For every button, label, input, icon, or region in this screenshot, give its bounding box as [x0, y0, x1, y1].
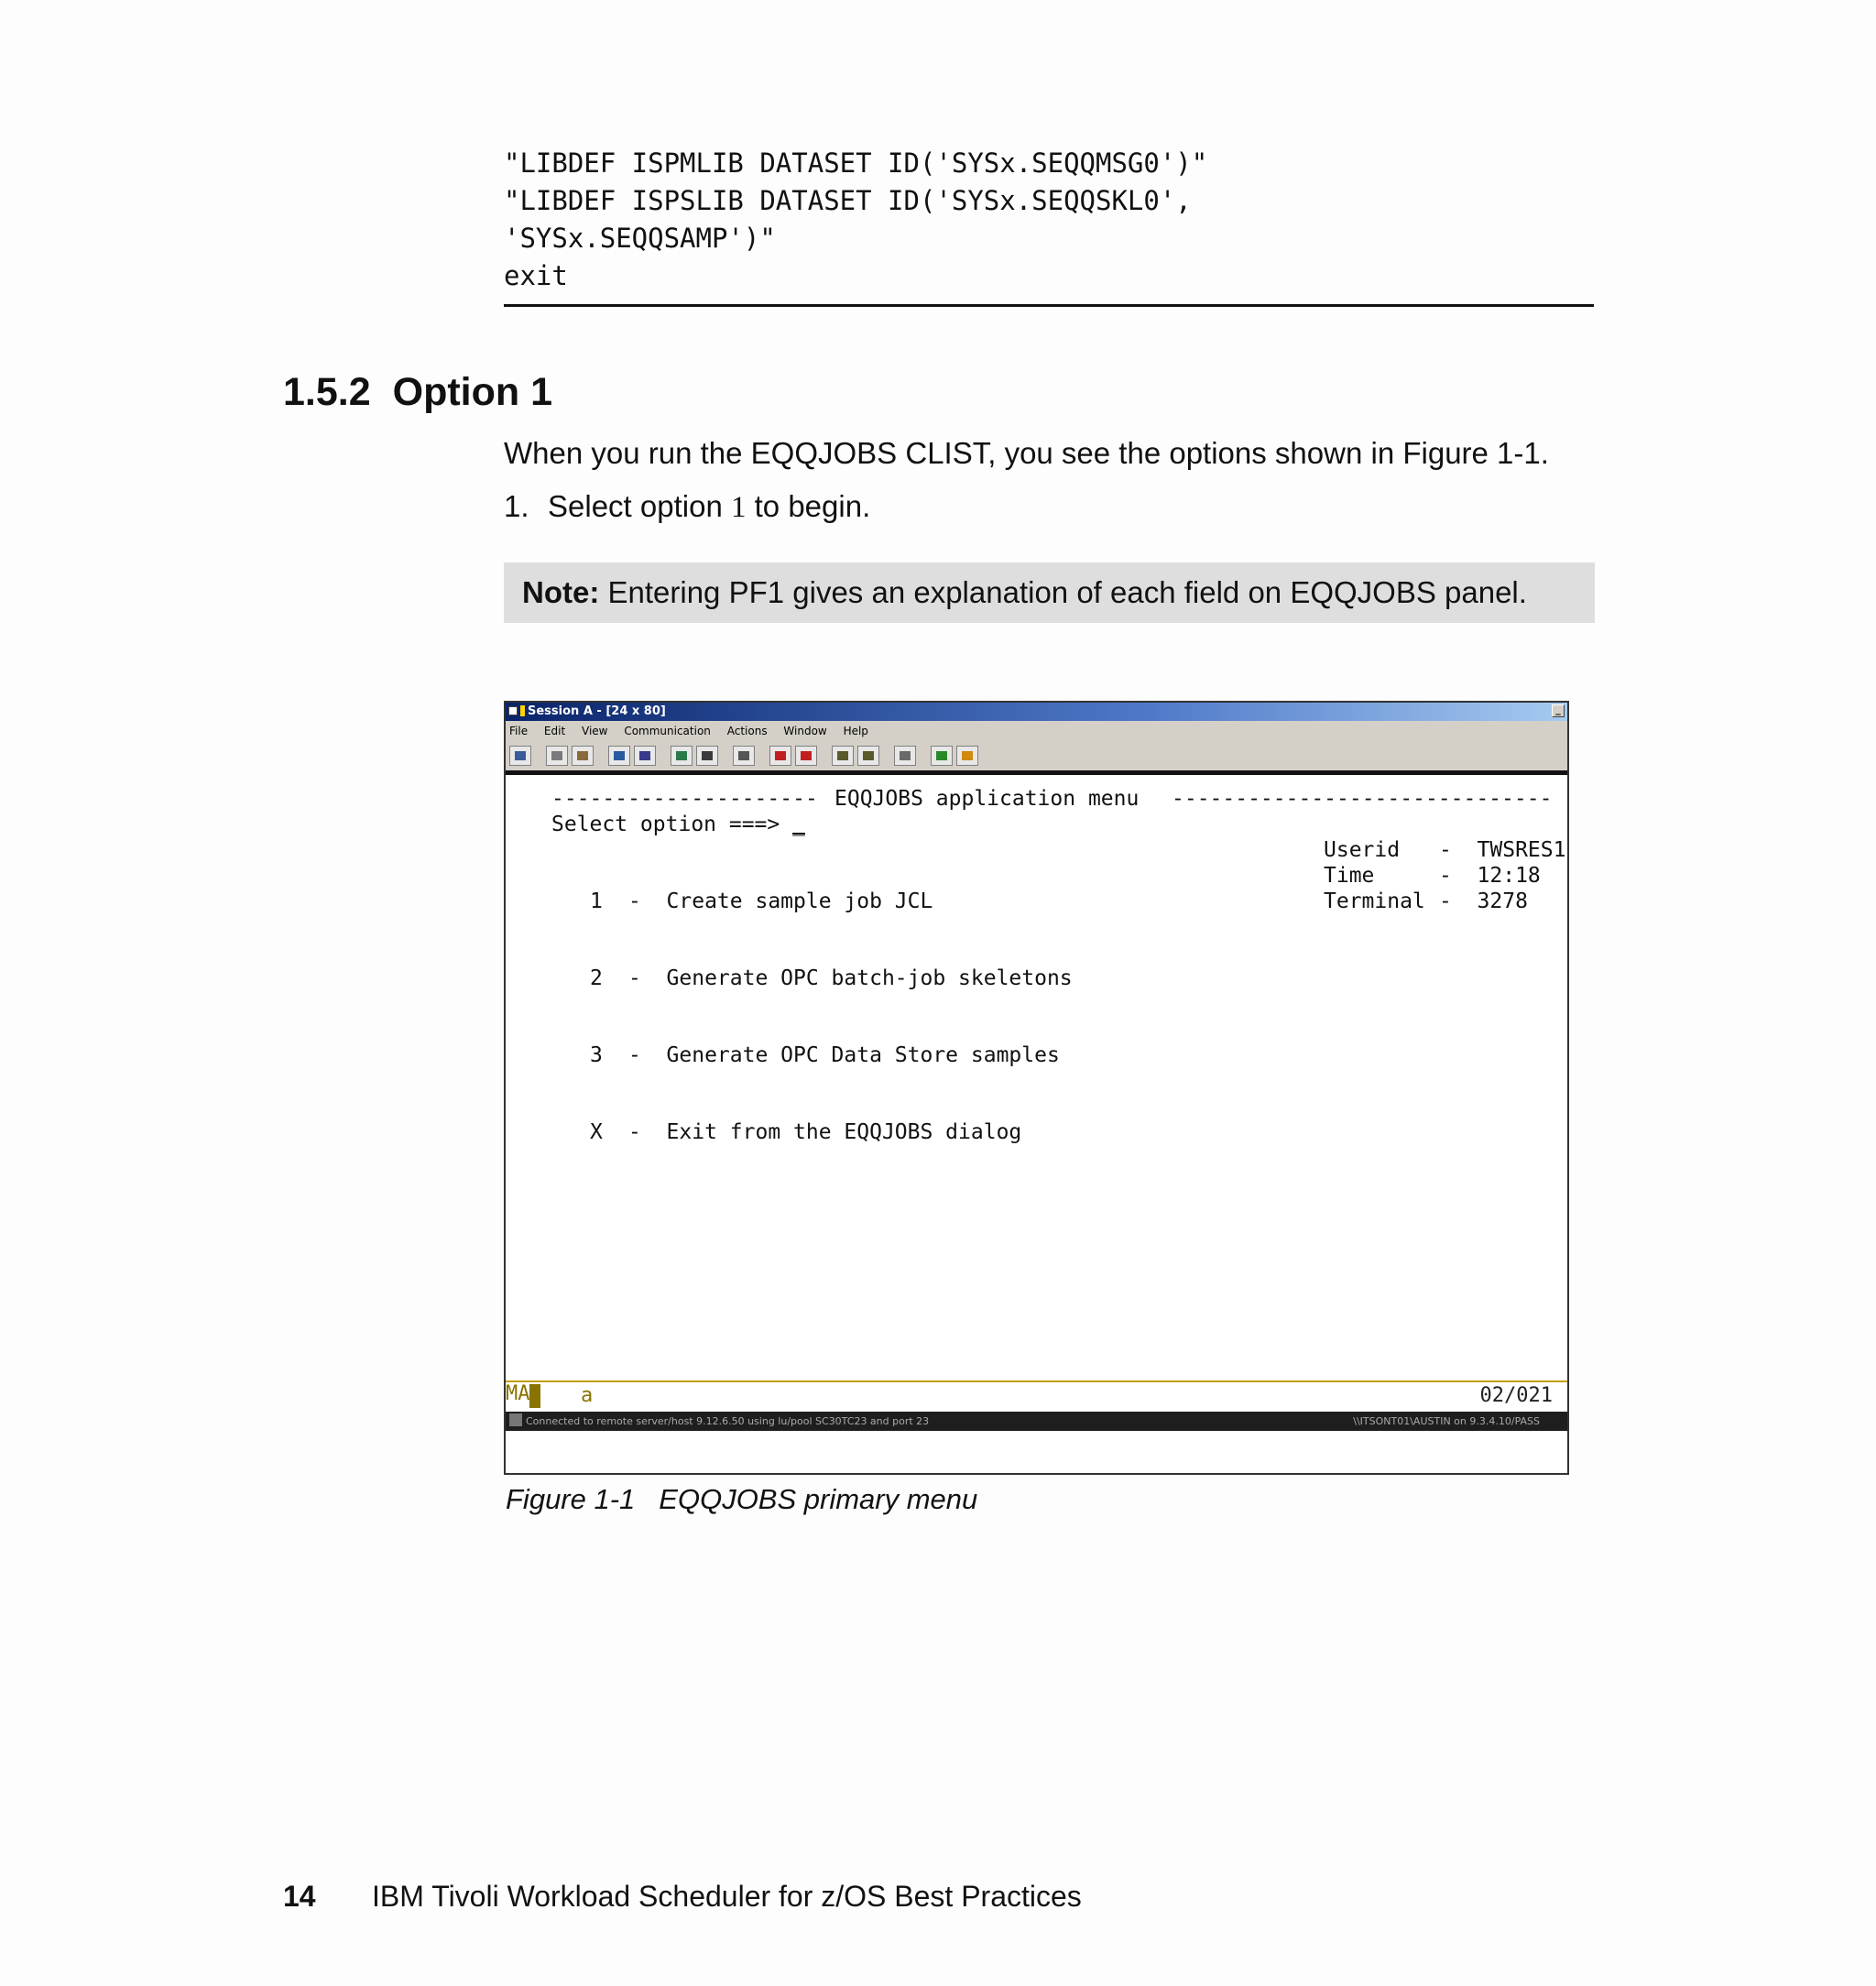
- menu-actions[interactable]: Actions: [726, 725, 768, 737]
- system-menu-icon[interactable]: [508, 706, 518, 715]
- toolbar-button-icon[interactable]: [894, 746, 916, 766]
- select-option-prompt: [551, 812, 805, 837]
- step-text-post: to begin.: [746, 489, 871, 523]
- connection-icon: [509, 1413, 522, 1426]
- option-key-2: 2: [590, 966, 603, 990]
- terminal-label: Terminal: [1324, 889, 1425, 913]
- cursor-position: 02/021: [1479, 1384, 1553, 1407]
- page-number: 14: [283, 1880, 316, 1913]
- time-value: - 12:18: [1439, 864, 1541, 888]
- code-example: [504, 145, 1594, 307]
- note-text: Entering PF1 gives an explanation of each field on EQQJOBS panel.: [599, 575, 1527, 609]
- window-titlebar[interactable]: [506, 703, 1567, 721]
- terminal-value: - 3278: [1439, 889, 1528, 913]
- menu-header-left: ---------------------: [551, 787, 818, 811]
- code-line: "LIBDEF ISPMLIB DATASET ID('SYSx.SEQQMSG0')": [504, 147, 1208, 179]
- userid-value: - TWSRES1: [1439, 838, 1566, 862]
- menu-view[interactable]: View: [582, 725, 608, 737]
- terminal-screen[interactable]: [506, 775, 1567, 1431]
- step-item: [504, 486, 870, 529]
- step-marker: 1.: [504, 489, 529, 523]
- menu-window[interactable]: Window: [783, 725, 827, 737]
- toolbar-button-icon[interactable]: [769, 746, 791, 766]
- toolbar: [506, 741, 1567, 775]
- menu-file[interactable]: File: [509, 725, 529, 737]
- section-heading: [283, 365, 552, 420]
- figure-caption: [506, 1479, 977, 1520]
- section-number: 1.5.2: [283, 370, 371, 414]
- oia-mode: a: [581, 1384, 594, 1407]
- toolbar-button-icon[interactable]: [956, 746, 978, 766]
- option-input-cursor[interactable]: _: [792, 813, 805, 836]
- status-connection-text: Connected to remote server/host 9.12.6.50 using lu/pool SC30TC23 and port 23: [526, 1415, 930, 1427]
- figure-caption-text: EQQJOBS primary menu: [659, 1483, 978, 1515]
- code-line: 'SYSx.SEQQSAMP')": [504, 223, 776, 254]
- status-bar: [506, 1412, 1567, 1431]
- toolbar-button-icon[interactable]: [795, 746, 817, 766]
- toolbar-button-icon[interactable]: [634, 746, 656, 766]
- menu-header-title: EQQJOBS application menu: [834, 787, 1140, 811]
- oia-ma-indicator: MA: [506, 1382, 530, 1405]
- session-icon: [520, 705, 525, 716]
- menu-bar: [506, 721, 1567, 741]
- option-text-x: - Exit from the EQQJOBS dialog: [628, 1120, 1022, 1144]
- emulator-window: [504, 701, 1569, 1475]
- userid-label: Userid: [1324, 838, 1401, 862]
- section-title: Option 1: [392, 370, 553, 414]
- option-text-2: - Generate OPC batch-job skeletons: [628, 966, 1073, 990]
- note-box: [504, 562, 1595, 623]
- option-key-3: 3: [590, 1043, 603, 1067]
- minimize-button[interactable]: _: [1552, 704, 1565, 717]
- intro-paragraph: When you run the EQQJOBS CLIST, you see the options shown in Figure 1-1.: [504, 436, 1549, 470]
- status-printer-text: \\ITSONT01\AUSTIN on 9.3.4.10/PASS: [1353, 1415, 1540, 1427]
- menu-help[interactable]: Help: [843, 725, 868, 737]
- figure-label: Figure 1-1: [506, 1483, 636, 1515]
- toolbar-button-icon[interactable]: [608, 746, 630, 766]
- menu-edit[interactable]: Edit: [543, 725, 566, 737]
- step-option-value: 1: [730, 491, 747, 524]
- operator-info-area: [506, 1380, 1567, 1412]
- toolbar-button-icon[interactable]: [546, 746, 568, 766]
- toolbar-button-icon[interactable]: [696, 746, 718, 766]
- step-text-pre: Select option: [548, 489, 731, 523]
- menu-communication[interactable]: Communication: [624, 725, 711, 737]
- option-text-3: - Generate OPC Data Store samples: [628, 1043, 1060, 1067]
- toolbar-button-icon[interactable]: [832, 746, 854, 766]
- toolbar-button-icon[interactable]: [733, 746, 755, 766]
- toolbar-button-icon[interactable]: [857, 746, 879, 766]
- toolbar-button-icon[interactable]: [931, 746, 953, 766]
- option-key-1: 1: [590, 889, 603, 913]
- option-text-1: - Create sample job JCL: [628, 889, 933, 913]
- prompt-label: Select option ===>: [551, 813, 793, 836]
- toolbar-button-icon[interactable]: [509, 746, 531, 766]
- menu-header-right: ------------------------------: [1172, 787, 1553, 811]
- toolbar-button-icon[interactable]: [671, 746, 693, 766]
- code-line: "LIBDEF ISPSLIB DATASET ID('SYSx.SEQQSKL0',: [504, 185, 1192, 216]
- option-key-x: X: [590, 1120, 603, 1144]
- note-label: Note:: [522, 575, 600, 609]
- code-line: exit: [504, 260, 568, 291]
- time-label: Time: [1324, 864, 1375, 888]
- book-title: IBM Tivoli Workload Scheduler for z/OS Best Practices: [372, 1880, 1082, 1913]
- oia-status-block: [529, 1384, 540, 1408]
- toolbar-button-icon[interactable]: [572, 746, 594, 766]
- window-title: Session A - [24 x 80]: [528, 704, 666, 718]
